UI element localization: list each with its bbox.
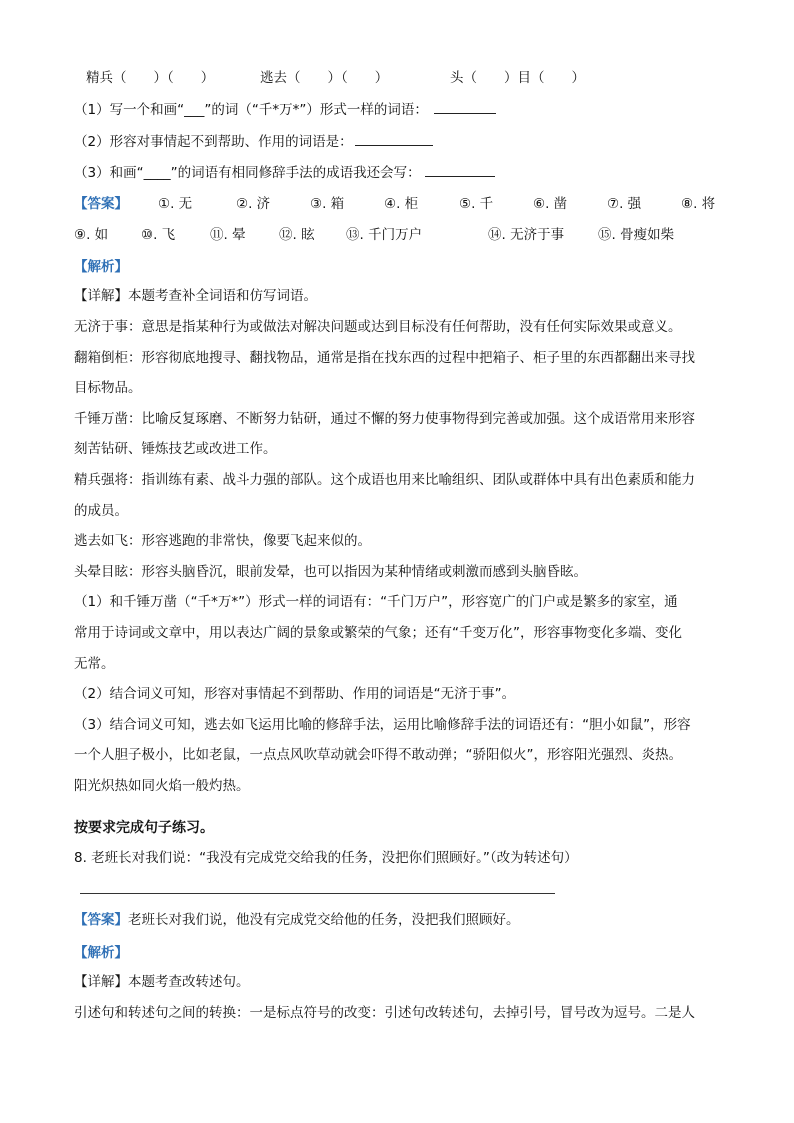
body-line: 一个人胆子极小，比如老鼠，一点点风吹草动就会吓得不敢动弹；“骄阳似火”，形容阳光强烈、炎热。 <box>74 747 682 764</box>
question-3-text: （3）和画“____”的词语有相同修辞手法的成语我还会写： <box>74 165 421 181</box>
detail-text: 本题考查补全词语和仿写词语。 <box>128 288 317 304</box>
body-line: 翻箱倒柜：形容彻底地搜寻、翻找物品，通常是指在找东西的过程中把箱子、柜子里的东西都翻出来寻找 <box>74 349 695 366</box>
body-line: 逃去如飞：形容逃跑的非常快，像要飞起来似的。 <box>74 533 371 550</box>
question-2-text: （2）形容对事情起不到帮助、作用的词语是： <box>74 134 353 150</box>
answer-item: ⑥. 凿 <box>533 196 568 212</box>
detail-line <box>74 286 724 306</box>
question-8: 8. 老班长对我们说：“我没有完成党交给我的任务，没把你们照顾好。”（改为转述句） <box>74 850 578 866</box>
answer-item: ⑫. 眩 <box>279 227 315 243</box>
body-line: 常用于诗词或文章中，用以表达广阔的景象或繁荣的气象；还有“千变万化”，形容事物变化多端、变化 <box>74 625 682 641</box>
answer-item: ⑨. 如 <box>74 227 109 243</box>
answer-item: ④. 柜 <box>384 196 419 212</box>
body-line: 的成员。 <box>74 502 128 519</box>
body-line: 目标物品。 <box>74 380 142 397</box>
question-1-text: （1）写一个和画“___”的词（“千*万*”）形式一样的词语： <box>74 102 428 118</box>
answer-blank-2 <box>355 131 433 146</box>
question-3 <box>74 162 724 183</box>
body-line: 无济于事：意思是指某种行为或做法对解决问题或达到目标没有任何帮助，没有任何实际效果或意义。 <box>74 319 682 335</box>
answer-blank-1 <box>434 99 496 114</box>
body-line: （2）结合词义可知，形容对事情起不到帮助、作用的词语是“无济于事”。 <box>74 686 516 703</box>
pair-c: 头（ ）目（ ） <box>450 70 585 86</box>
answer-item: ⑦. 强 <box>607 196 642 212</box>
body-line: 千锤万凿：比喻反复琢磨、不断努力钻研，通过不懈的努力使事物得到完善或加强。这个成语常用来形容 <box>74 410 695 427</box>
answer-item: ⑮. 骨瘦如柴 <box>598 227 675 243</box>
body-line: 无常。 <box>74 655 115 672</box>
answer-item: ①. 无 <box>158 196 193 212</box>
analysis-8-label: 【解析】 <box>74 945 128 961</box>
answer-8 <box>74 910 724 930</box>
body-line: （3）结合词义可知，逃去如飞运用比喻的修辞手法，运用比喻修辞手法的词语还有：“胆小如鼠”，形容 <box>74 716 691 733</box>
pair-a: 精兵（ ）（ ） <box>86 70 215 86</box>
answer-line-8 <box>80 893 555 894</box>
answer-item: ⑪. 晕 <box>210 227 246 243</box>
answer-blank-3 <box>425 162 495 177</box>
answer-item: ⑩. 飞 <box>141 227 176 243</box>
answer-item: ⑭. 无济于事 <box>488 227 565 243</box>
detail-label: 【详解】 <box>74 288 128 304</box>
answer-item: ⑬. 千门万户 <box>346 227 423 243</box>
detail-8-line <box>74 972 724 992</box>
answer-label: 【答案】 <box>74 196 128 212</box>
question-2 <box>74 131 724 152</box>
question-1 <box>74 99 724 120</box>
detail-8-label: 【详解】 <box>74 974 128 990</box>
detail-8-text: 本题考查改转述句。 <box>128 974 250 990</box>
analysis-label: 【解析】 <box>74 259 128 275</box>
answer-item: ②. 济 <box>236 196 271 212</box>
body-line: 阳光炽热如同火焰一般灼热。 <box>74 778 250 794</box>
answer-8-label: 【答案】 <box>74 912 128 928</box>
section-heading: 按要求完成句子练习。 <box>74 820 214 836</box>
body-line: 刻苦钻研、锤炼技艺或改进工作。 <box>74 441 277 458</box>
body-line: 精兵强将：指训练有素、战斗力强的部队。这个成语也用来比喻组织、团队或群体中具有出色素质和能力 <box>74 472 695 488</box>
answer-item: ③. 箱 <box>310 196 345 212</box>
answer-8-text: 老班长对我们说，他没有完成党交给他的任务，没把我们照顾好。 <box>128 912 520 928</box>
pair-b: 逃去（ ）（ ） <box>260 70 389 86</box>
body-line: （1）和千锤万凿（“千*万*”）形式一样的词语有：“千门万户”，形容宽广的门户或是繁多的家室，通 <box>74 594 678 611</box>
answer-item: ⑤. 千 <box>459 196 494 212</box>
body-line: 头晕目眩：形容头脑昏沉，眼前发晕，也可以指因为某种情绪或刺激而感到头脑昏眩。 <box>74 563 587 580</box>
last-line: 引述句和转述句之间的转换：一是标点符号的改变：引述句改转述句，去掉引号，冒号改为逗号。二是人 <box>74 1005 695 1021</box>
answer-item: ⑧. 将 <box>681 196 716 212</box>
